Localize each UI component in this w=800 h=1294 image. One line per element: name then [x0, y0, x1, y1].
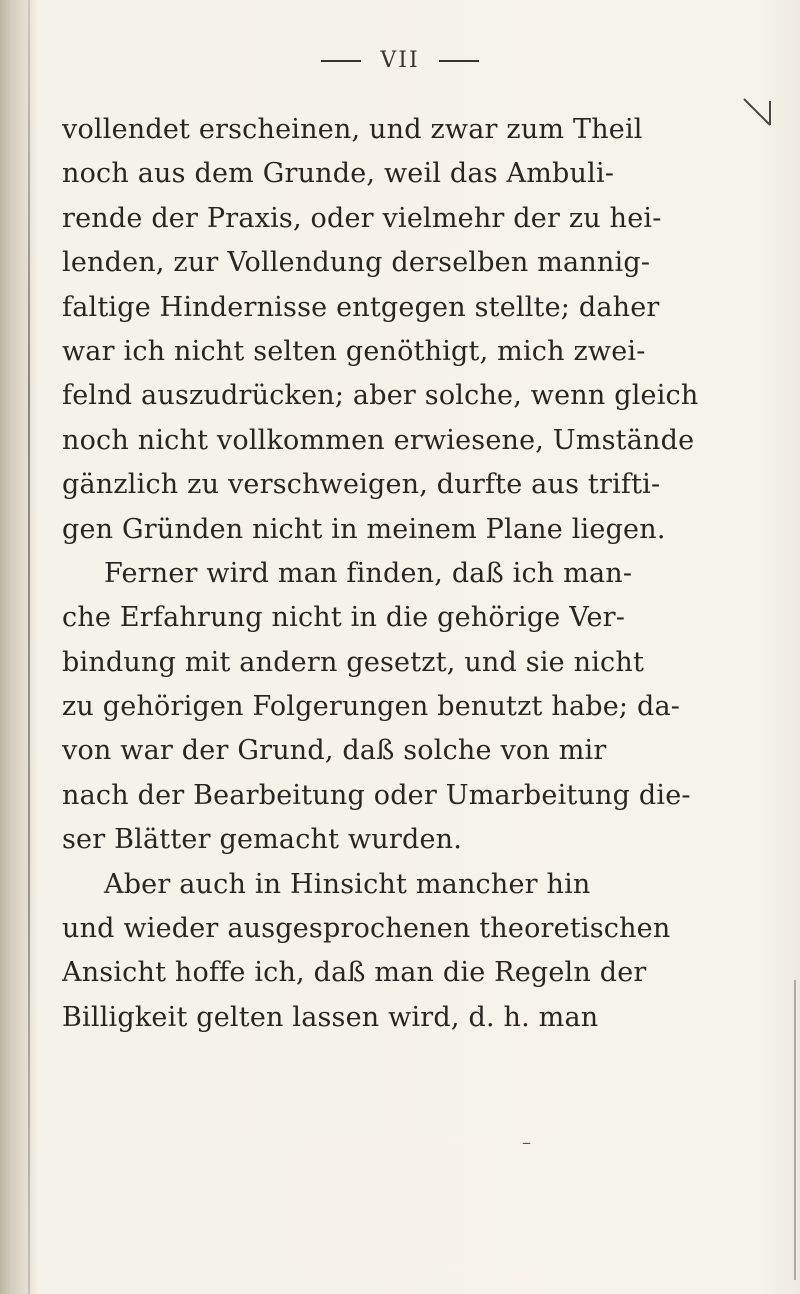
text-line: Aber auch in Hinsicht mancher hin [104, 868, 591, 900]
text-line: Billigkeit gelten lassen wird, d. h. man [62, 1001, 599, 1033]
text-line: faltige Hindernisse entgegen stellte; daher [62, 291, 660, 323]
text-line: bindung mit andern gesetzt, und sie nicht [62, 646, 645, 678]
text-line: zu gehörigen Folgerungen benutzt habe; da- [62, 691, 681, 723]
text-line: vollendet erscheinen, und zwar zum Theil [62, 114, 643, 145]
text-line: ser Blätter gemacht wurden. [62, 824, 463, 856]
text-line: von war der Grund, daß solche von mir [62, 735, 607, 767]
text-line: lenden, zur Vollendung derselben mannig- [62, 247, 651, 279]
footer-mark: – [522, 1132, 531, 1153]
text-line: Ferner wird man finden, daß ich man- [104, 557, 633, 589]
text-line: che Erfahrung nicht in die gehörige Ver- [62, 602, 626, 634]
page-number: VII [380, 48, 420, 73]
text-line: noch nicht vollkommen erwiesene, Umstände [62, 424, 695, 456]
page-edge-right [794, 980, 796, 1280]
body-text [62, 108, 742, 1040]
page-edge-left [28, 0, 30, 1294]
text-line: war ich nicht selten genöthigt, mich zwei- [62, 335, 646, 367]
text-line: Ansicht hoffe ich, daß man die Regeln der [62, 957, 647, 989]
header-dash-right [439, 60, 479, 62]
text-line: und wieder ausgesprochenen theoretischen [62, 913, 671, 945]
text-line: noch aus dem Grunde, weil das Ambuli- [62, 158, 615, 190]
header-dash-left [321, 60, 361, 62]
text-line: gänzlich zu verschweigen, durfte aus trifti- [62, 469, 661, 501]
corner-pencil-mark [740, 95, 780, 135]
text-line: rende der Praxis, oder vielmehr der zu hei- [62, 202, 662, 234]
binding-shadow [0, 0, 38, 1294]
text-line: nach der Bearbeitung oder Umarbeitung die- [62, 779, 691, 811]
page-header [0, 48, 800, 73]
text-line: gen Gründen nicht in meinem Plane liegen. [62, 513, 666, 545]
text-line: felnd auszudrücken; aber solche, wenn gleich [62, 380, 699, 412]
